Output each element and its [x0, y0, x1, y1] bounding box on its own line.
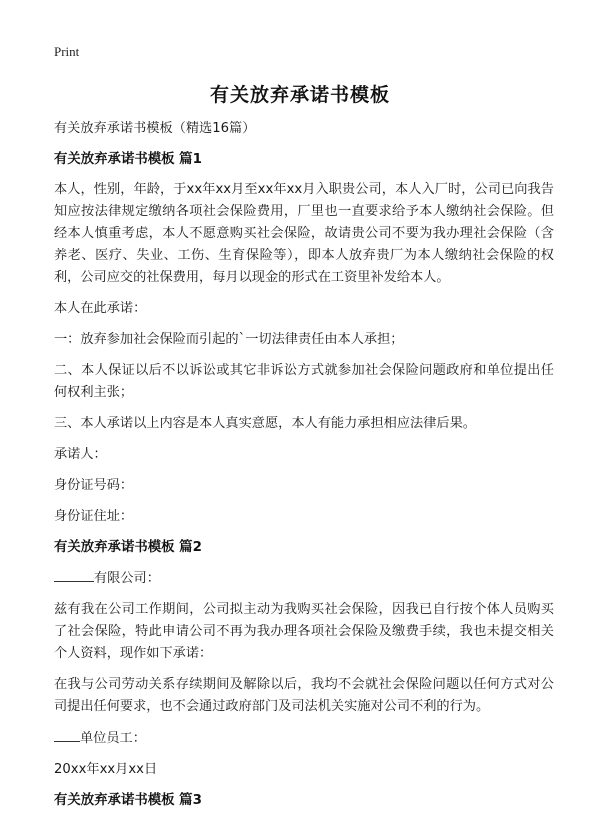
- employee-line: [54, 727, 554, 750]
- id-address-label: 身份证住址：: [54, 509, 134, 524]
- company-label: 有限公司：: [94, 571, 160, 586]
- date-line: 20xx年xx月xx日: [54, 762, 158, 777]
- section-1-item-2: 二、本人保证以后不以诉讼或其它非诉讼方式就参加社会保险问题政府和单位提出任何权利主张；: [54, 363, 554, 400]
- signer-label: 承诺人：: [54, 447, 107, 462]
- section-3-heading: 有关放弃承诺书模板 篇3: [54, 793, 202, 808]
- section-2-paragraph-1: 兹有我在公司工作期间，公司拟主动为我购买社会保险，因我已自行按个体人员购买了社会保险，特此申请公司不再为我办理各项社会保险及缴费手续，我也未提交相关个人资料，现作如下承诺：: [54, 602, 554, 661]
- section-1-paragraph: 本人，性别，年龄，于xx年xx月至xx年xx月入职贵公司，本人入厂时，公司已向我告知应按法律规定缴纳各项社会保险费用，厂里也一直要求给予本人缴纳社会保险。但经本人慎重考虑，本人不愿意购买社会保险，故请贵公司不要为我办理社会保险（含养老、医疗、失业、工伤、生育保险等），即本人放弃贵厂为本人缴纳社会保险的权利，公司应交的社保费用，每月以现金的形式在工资里补发给本人。: [54, 182, 554, 285]
- section-2-heading: 有关放弃承诺书模板 篇2: [54, 540, 202, 555]
- employee-name-blank: [54, 727, 80, 742]
- print-label: Print: [54, 44, 80, 59]
- document-body: [54, 118, 554, 820]
- company-line: [54, 567, 554, 590]
- section-1-item-1: 一：放弃参加社会保险而引起的`一切法律责任由本人承担；: [54, 332, 404, 347]
- id-number-label: 身份证号码：: [54, 478, 134, 493]
- document-title: 有关放弃承诺书模板: [209, 84, 390, 106]
- employee-label: 单位员工：: [80, 731, 146, 746]
- company-name-blank: [54, 567, 94, 582]
- section-2-paragraph-2: 在我与公司劳动关系存续期间及解除以后，我均不会就社会保险问题以任何方式对公司提出任何要求，也不会通过政府部门及司法机关实施对公司不利的行为。: [54, 677, 554, 714]
- document-subtitle: 有关放弃承诺书模板（精选16篇）: [54, 121, 256, 136]
- section-1-item-3: 三、本人承诺以上内容是本人真实意愿，本人有能力承担相应法律后果。: [54, 416, 476, 431]
- section-1-heading: 有关放弃承诺书模板 篇1: [54, 152, 202, 167]
- section-1-promise-intro: 本人在此承诺：: [54, 301, 147, 316]
